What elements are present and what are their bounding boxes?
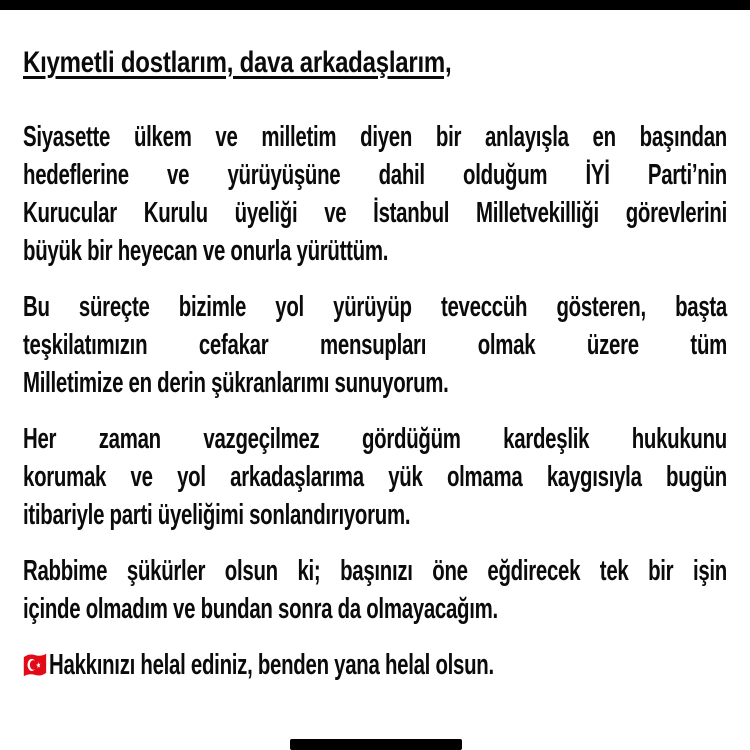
paragraph-line: Bu süreçte bizimle yol yürüyüp teveccüh gösteren, başta	[23, 291, 727, 323]
paragraph-5	[23, 646, 727, 684]
statement-document	[23, 0, 727, 702]
paragraph-line: itibariyle parti üyeliğimi sonlandırıyorum.	[23, 499, 411, 531]
paragraph-line: hedeflerine ve yürüyüşüne dahil olduğum İYİ Parti’nin	[23, 159, 727, 191]
paragraph-3	[23, 420, 727, 534]
paragraph-line: Rabbime şükürler olsun ki; başınızı öne eğdirecek tek bir işin	[23, 555, 727, 587]
turkish-flag-icon	[23, 652, 47, 678]
bottom-center-bar	[290, 739, 462, 750]
paragraph-line: korumak ve yol arkadaşlarıma yük olmama kaygısıyla bugün	[23, 461, 727, 493]
document-title: Kıymetli dostlarım, dava arkadaşlarım,	[23, 46, 452, 79]
paragraph-line: teşkilatımızın cefakar mensupları olmak üzere tüm	[23, 329, 727, 361]
paragraph-line: Her zaman vazgeçilmez gördüğüm kardeşlik hukukunu	[23, 423, 727, 455]
paragraph-line: Milletimize en derin şükranlarımı sunuyorum.	[23, 367, 449, 399]
paragraph-line: büyük bir heyecan ve onurla yürüttüm.	[23, 235, 389, 267]
paragraph-line: Kurucular Kurulu üyeliği ve İstanbul Milletvekilliği görevlerini	[23, 197, 727, 229]
paragraph-2	[23, 288, 727, 402]
paragraph-4	[23, 552, 727, 628]
paragraph-1	[23, 118, 727, 270]
closing-line-text: Hakkınızı helal ediniz, benden yana helal olsun.	[49, 649, 494, 681]
paragraph-line: Siyasette ülkem ve milletim diyen bir anlayışla en başından	[23, 121, 727, 153]
paragraph-line: içinde olmadım ve bundan sonra da olmayacağım.	[23, 593, 498, 625]
closing-line	[23, 646, 727, 684]
